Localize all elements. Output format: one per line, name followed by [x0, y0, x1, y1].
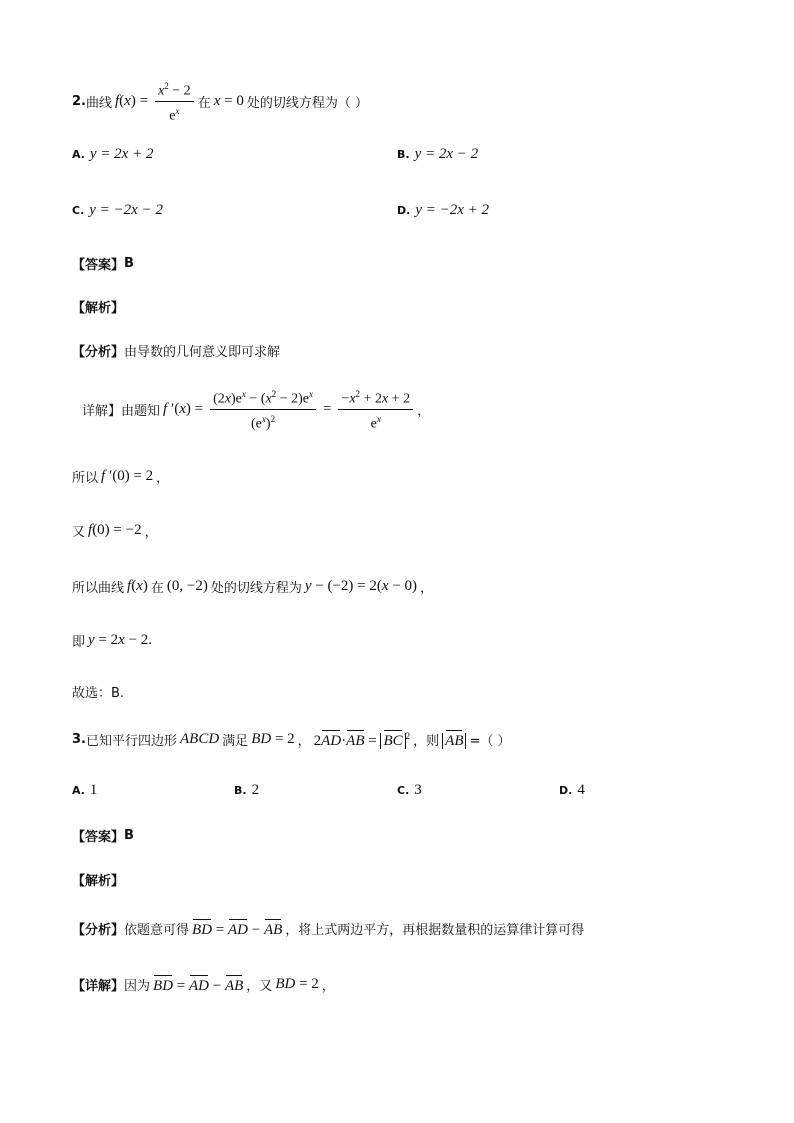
q2-analysis-tag: 【解析】 [72, 301, 125, 316]
q3-vector-condition: 2AD·AB = BC $^2$ [313, 731, 411, 749]
q2-detail: 详解】由题知 f ′(x) = $\frac{(2x)e^x - (x^2 - 2)e^x}{(e^x)^2}$ = $\frac{-x^2 + 2x + 2}{e^x}$ ， [82, 386, 430, 432]
q2-step1: 所以 f ′(0) = 2 ， [72, 468, 170, 486]
q3-stem: 3. 已知平行四边形 ABCD 满足 BD = 2 ， 2AD·AB = BC $^2$ ，则 AB =（ ） [72, 731, 511, 749]
q3-fenxi: 【分析】 依题意可得 BD = AD − AB ，将上式两边平方，再根据数量积的运算律计算可得 [72, 918, 584, 939]
q2-stem [72, 78, 368, 124]
q2-number: 2. [72, 93, 86, 109]
q2-stem-prefix: 曲线 [85, 95, 112, 111]
q2-step3: 所以曲线 f(x) 在 (0, −2) 处的切线方程为 y − (−2) = 2(x − 0) ， [72, 578, 434, 596]
q2-option-d[interactable]: D. y = −2x + 2 [397, 202, 489, 218]
q2-derivative-fraction: $\frac{(2x)e^x - (x^2 - 2)e^x}{(e^x)^2}$ [210, 386, 316, 432]
q3-option-b[interactable]: B. 2 [234, 782, 260, 798]
q3-option-d[interactable]: D. 4 [559, 782, 585, 798]
q2-answer-value: B [124, 256, 134, 271]
q2-option-c[interactable]: C. y = −2x − 2 [72, 202, 163, 218]
q2-option-b[interactable]: B. y = 2x − 2 [397, 146, 479, 162]
q3-number: 3. [72, 732, 86, 747]
q2-step4: 即 y = 2x − 2. [72, 632, 153, 650]
q2-conclusion: 故选：B. [72, 686, 125, 701]
q2-stem-suffix: 处的切线方程为（ ） [246, 95, 368, 111]
q3-option-a[interactable]: A. 1 [72, 782, 98, 798]
q2-option-a[interactable]: A. y = 2x + 2 [72, 146, 154, 162]
q3-answer: 【答案】 B [72, 828, 134, 845]
q3-analysis-tag: 【解析】 [72, 874, 125, 889]
q2-simplified-fraction: $\frac{-x^2 + 2x + 2}{e^x}$ [338, 386, 413, 432]
q2-fenxi: 【分析】 由导数的几何意义即可求解 [72, 345, 281, 360]
q3-option-c[interactable]: C. 3 [397, 782, 422, 798]
q3-detail: 【详解】 因为 BD = AD − AB ，又 BD = 2 ， [72, 976, 335, 994]
q2-stem-mid: 在 [197, 95, 211, 111]
q2-function: f(x) = [115, 92, 149, 109]
q2-point: x = 0 [213, 92, 244, 109]
q2-answer: 【答案】 B [72, 256, 134, 273]
q2-step2: 又 f(0) = −2 ， [72, 522, 158, 540]
q2-fraction: $\frac{x^2 - 2}{e^x}$ [155, 78, 194, 124]
q3-answer-value: B [124, 828, 134, 843]
